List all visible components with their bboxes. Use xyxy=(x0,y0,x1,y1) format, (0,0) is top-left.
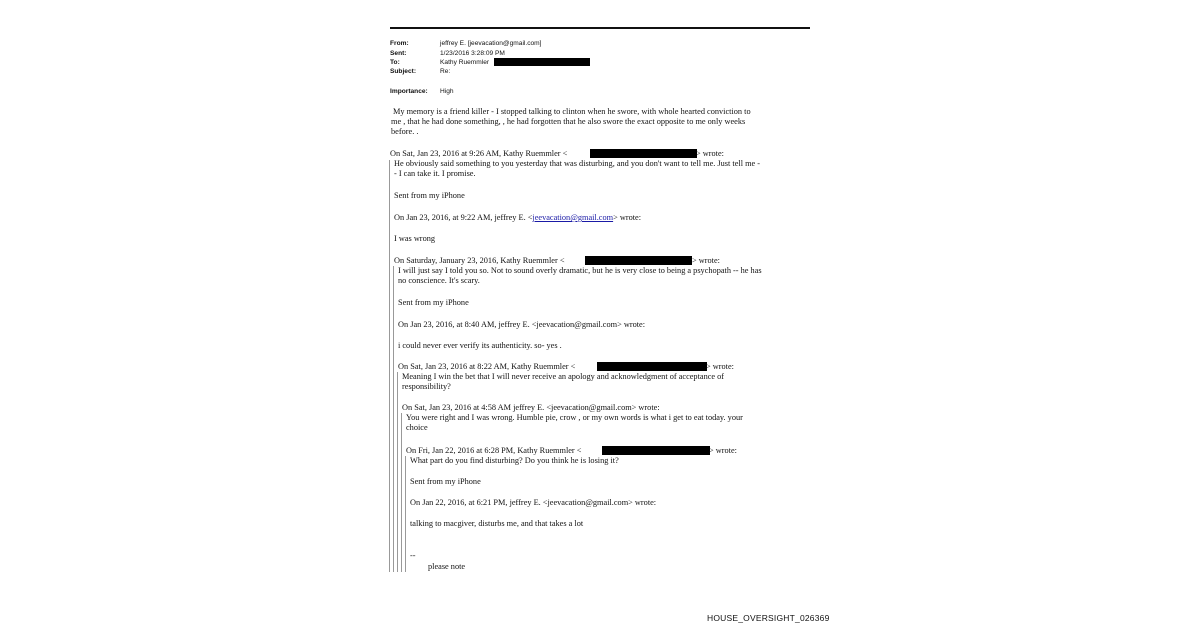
from-label: From: xyxy=(390,40,409,47)
body-line: responsibility? xyxy=(402,382,451,391)
quote-header: > wrote: xyxy=(706,362,734,371)
body-line: - I can take it. I promise. xyxy=(394,169,476,178)
body-line: Meaning I win the bet that I will never receive an apology and acknowledgment of acceptance of xyxy=(402,372,725,381)
body-line: I was wrong xyxy=(394,234,436,243)
body-line: You were right and I was wrong. Humble pie, crow , or my own words is what i get to eat today. your xyxy=(406,413,743,422)
bates-number: HOUSE_OVERSIGHT_026369 xyxy=(707,613,830,623)
quote-header: On Jan 23, 2016, at 9:22 AM, jeffrey E. <jeevacation@gmail.com> wrote: xyxy=(394,213,642,222)
signature-dash: -- xyxy=(410,551,416,560)
quote-bar xyxy=(393,266,394,572)
redaction-bar xyxy=(597,362,707,371)
body-line: me , that he had done something, , he had forgotten that he also swore the exact opposite to me only weeks xyxy=(391,117,746,126)
quote-bar xyxy=(401,413,402,572)
quote-header: On Sat, Jan 23, 2016 at 9:26 AM, Kathy Ruemmler < xyxy=(390,149,568,158)
body-line: He obviously said something to you yesterday that was disturbing, and you don't want to tell me. Just tell me - xyxy=(394,159,761,168)
quote-header: On Saturday, January 23, 2016, Kathy Ruemmler < xyxy=(394,256,565,265)
sent-label: Sent: xyxy=(390,50,407,57)
body-line: before. . xyxy=(391,127,419,136)
sent-from-iphone: Sent from my iPhone xyxy=(410,477,481,486)
body-line: talking to macgiver, disturbs me, and that takes a lot xyxy=(410,519,584,528)
body-line: My memory is a friend killer - I stopped talking to clinton when he swore, with whole hearted conviction to xyxy=(393,107,751,116)
sent-value: 1/23/2016 3:28:09 PM xyxy=(440,50,505,57)
sent-from-iphone: Sent from my iPhone xyxy=(394,191,465,200)
to-label: To: xyxy=(390,59,400,66)
redaction-bar xyxy=(494,58,590,66)
signature-note: please note xyxy=(428,562,466,571)
quote-bar xyxy=(389,160,390,572)
from-value: jeffrey E. [jeevacation@gmail.com] xyxy=(440,40,542,47)
body-line: I will just say I told you so. Not to sound overly dramatic, but he is very close to being a psychopath -- he has xyxy=(398,266,762,275)
body-line: i could never ever verify its authenticity. so- yes . xyxy=(398,341,562,350)
quote-header: On Fri, Jan 22, 2016 at 6:28 PM, Kathy Ruemmler < xyxy=(406,446,582,455)
importance-value: High xyxy=(440,88,454,95)
quote-header: > wrote: xyxy=(692,256,720,265)
quote-bar xyxy=(397,372,398,572)
quote-header: On Jan 23, 2016, at 8:40 AM, jeffrey E. <jeevacation@gmail.com> wrote: xyxy=(398,320,646,329)
quote-header: > wrote: xyxy=(696,149,724,158)
header-rule xyxy=(390,27,810,29)
email-link[interactable]: jeevacation@gmail.com xyxy=(532,213,614,222)
body-line: choice xyxy=(406,423,428,432)
quote-header: On Sat, Jan 23, 2016 at 4:58 AM jeffrey E. <jeevacation@gmail.com> wrote: xyxy=(402,403,660,412)
redaction-bar xyxy=(602,446,710,455)
quote-header: On Sat, Jan 23, 2016 at 8:22 AM, Kathy Ruemmler < xyxy=(398,362,576,371)
quote-header: On Jan 22, 2016, at 6:21 PM, jeffrey E. <jeevacation@gmail.com> wrote: xyxy=(410,498,657,507)
subject-value: Re: xyxy=(440,68,451,75)
redaction-bar xyxy=(590,149,697,158)
body-line: no conscience. It's scary. xyxy=(398,276,480,285)
sent-from-iphone: Sent from my iPhone xyxy=(398,298,469,307)
to-value: Kathy Ruemmler xyxy=(440,59,490,66)
quote-header: > wrote: xyxy=(709,446,737,455)
subject-label: Subject: xyxy=(390,68,417,75)
redaction-bar xyxy=(585,256,692,265)
importance-label: Importance: xyxy=(390,88,428,95)
quote-bar xyxy=(405,456,406,572)
body-line: What part do you find disturbing? Do you think he is losing it? xyxy=(410,456,619,465)
